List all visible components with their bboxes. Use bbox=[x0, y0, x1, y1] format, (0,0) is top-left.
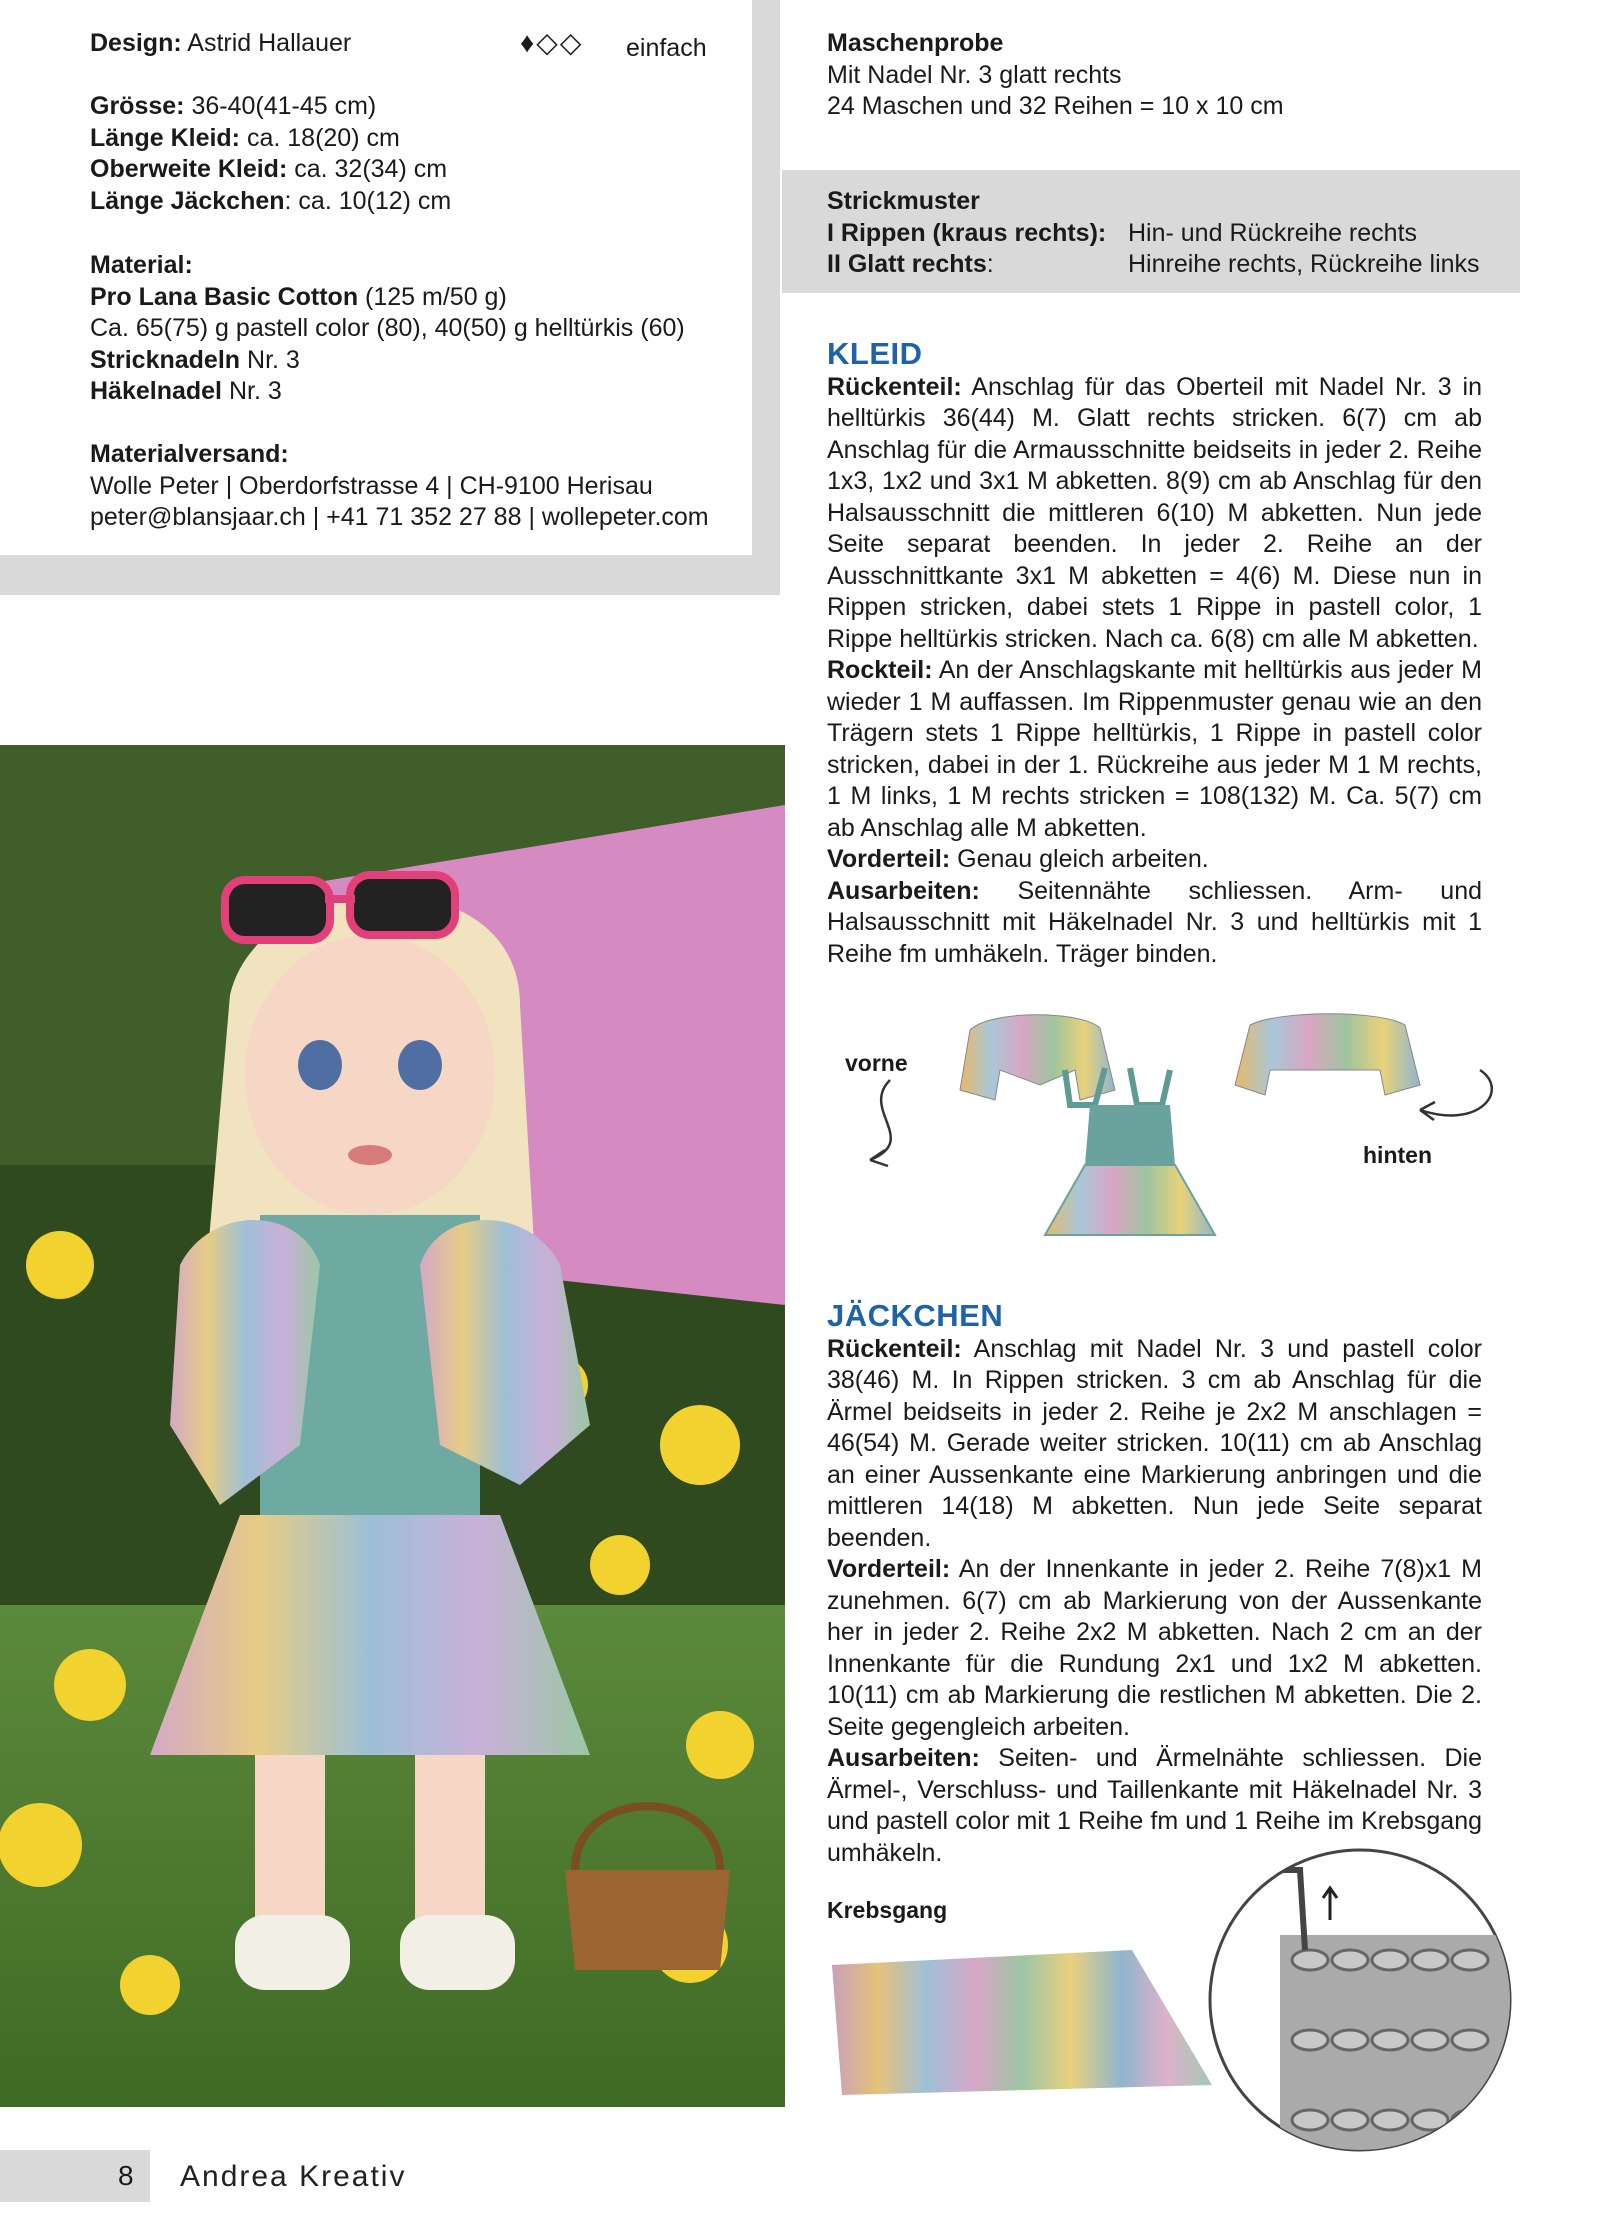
jacket-back-image bbox=[1235, 1014, 1420, 1095]
doll-photo bbox=[0, 745, 785, 2107]
gauge-title: Maschenprobe bbox=[827, 29, 1004, 57]
magazine-name: Andrea Kreativ bbox=[180, 2160, 407, 2193]
krebsgang-label: Krebsgang bbox=[827, 1897, 948, 1923]
garment-illustration bbox=[840, 1010, 1540, 1270]
basket bbox=[565, 1870, 730, 1970]
pattern-row: I Rippen (kraus rechts): Hin- und Rückreihe rechts bbox=[827, 218, 1418, 247]
doll-eye-right bbox=[398, 1040, 442, 1090]
difficulty-label: einfach bbox=[626, 34, 707, 62]
difficulty-rating-icon: ♦◇◇ bbox=[520, 27, 584, 58]
doll-mouth bbox=[348, 1145, 392, 1165]
pattern-title: Strickmuster bbox=[827, 187, 980, 215]
dress-title: KLEID bbox=[827, 336, 923, 371]
dress-instructions: Rückenteil: Anschlag für das Oberteil mit Nadel Nr. 3 in helltürkis 36(44) M. Glatt rechts stricken. 6(7) cm ab Anschlag für die Armausschnitte beidseits in jeder 2. Reihe 1x3, 1x2 und 3x1 M abketten. 8(9) cm ab Anschlag für den Halsausschnitt die mittleren 6(10) M abketten. Nun jede Seite separat beenden. In jeder 2. Reihe an der Ausschnittkante 3x1 M abketten = 4(6) M. Diese nun in Rippen stricken, dabei stets 1 Rippe in pastell color, 1 Rippe helltürkis stricken. Nach ca. 6(8) cm alle M abketten. Rockteil: An der Anschlagskante mit helltürkis aus jeder M wieder 1 M auffassen. Im Rippenmuster genau wie an den Trägern stets 1 Rippe helltürkis, 1 Rippe in pastell color stricken, dabei in der 1. Rückreihe aus jeder M 1 M rechts, 1 M links, 1 M rechts stricken = 108(132) M. Ca. 5(7) cm ab Anschlag alle M abketten. Vorderteil: Genau gleich arbeiten. Ausarbeiten: Seitennähte schliessen. Arm- und Halsausschnitt mit Häkelnadel Nr. 3 und helltürkis mit 1 Reihe fm umhäkeln. Träger binden. bbox=[827, 372, 1483, 968]
jacket-instructions: Rückenteil: Anschlag mit Nadel Nr. 3 und pastell color 38(46) M. In Rippen stricken. 3 cm ab Anschlag für die Ärmel beidseits in jeder 2. Reihe je 2x2 M anschlagen = 46(54) M. Gerade weiter stricken. 10(11) cm ab Anschlag an einer Aussenkante eine Markierung anbringen und die mittleren 14(18) M abketten. Nun jede Seite separat beenden. Vorderteil: An der Innenkante in jeder 2. Reihe 7(8)x1 M zunehmen. 6(7) cm ab Markierung von der Aussenkante her in jeder 2. Reihe 2x2 M abketten. Nach 2 cm an der Innenkante für die Rundung 2x1 und 1x2 M abketten. 10(11) cm ab Markierung die restlichen M abketten. Die 2. Seite gegengleich arbeiten. Ausarbeiten: Seiten- und Ärmelnähte schliessen. Die Ärmel-, Verschluss- und Taillenkante mit Häkelnadel Nr. 3 und pastell color mit 1 Reihe fm und 1 Reihe im Krebsgang umhäkeln. bbox=[827, 1334, 1482, 1867]
jacket-title: JÄCKCHEN bbox=[827, 1298, 1004, 1333]
doll-face bbox=[245, 935, 495, 1215]
pattern-row: II Glatt rechts: Hinreihe rechts, Rückreihe links bbox=[827, 250, 1480, 278]
dress-skirt bbox=[1045, 1165, 1215, 1235]
front-label: vorne bbox=[845, 1050, 908, 1076]
back-arrow-icon bbox=[1420, 1070, 1492, 1120]
jacket-front-image bbox=[960, 1015, 1115, 1100]
back-label: hinten bbox=[1363, 1142, 1432, 1168]
front-arrow-icon bbox=[870, 1080, 891, 1166]
krebsgang-diagram bbox=[1200, 1840, 1520, 2160]
page-number: 8 bbox=[118, 2160, 134, 2191]
material-block: Material: Pro Lana Basic Cotton (125 m/50 g) Ca. 65(75) g pastell color (80), 40(50) g helltürkis (60) Stricknadeln Nr. 3 Häkelnadel Nr. 3 bbox=[90, 251, 685, 405]
doll-eye-left bbox=[298, 1040, 342, 1090]
jacket-section bbox=[827, 1300, 1482, 1869]
size-block: Grösse: 36-40(41-45 cm) Länge Kleid: ca. 18(20) cm Oberweite Kleid: ca. 32(34) cm Länge Jäckchen: ca. 10(12) cm bbox=[90, 92, 452, 215]
swatch-image bbox=[832, 1950, 1212, 2095]
pattern-block bbox=[827, 186, 1482, 281]
designer-line: Design: Astrid Hallauer bbox=[90, 29, 352, 57]
gauge-block: Maschenprobe Mit Nadel Nr. 3 glatt rechts 24 Maschen und 32 Reihen = 10 x 10 cm bbox=[827, 28, 1482, 123]
shipping-block: Materialversand: Wolle Peter | Oberdorfstrasse 4 | CH-9100 Herisau peter@blansjaar.ch | +41 71 352 27 88 | wollepeter.com bbox=[90, 440, 709, 531]
doll-shoe-right bbox=[400, 1915, 515, 1990]
dress-bodice bbox=[1085, 1105, 1175, 1165]
dress-section bbox=[827, 338, 1482, 970]
doll-shoe-left bbox=[235, 1915, 350, 1990]
info-box bbox=[0, 0, 780, 595]
garment-photos bbox=[840, 1010, 1540, 1270]
